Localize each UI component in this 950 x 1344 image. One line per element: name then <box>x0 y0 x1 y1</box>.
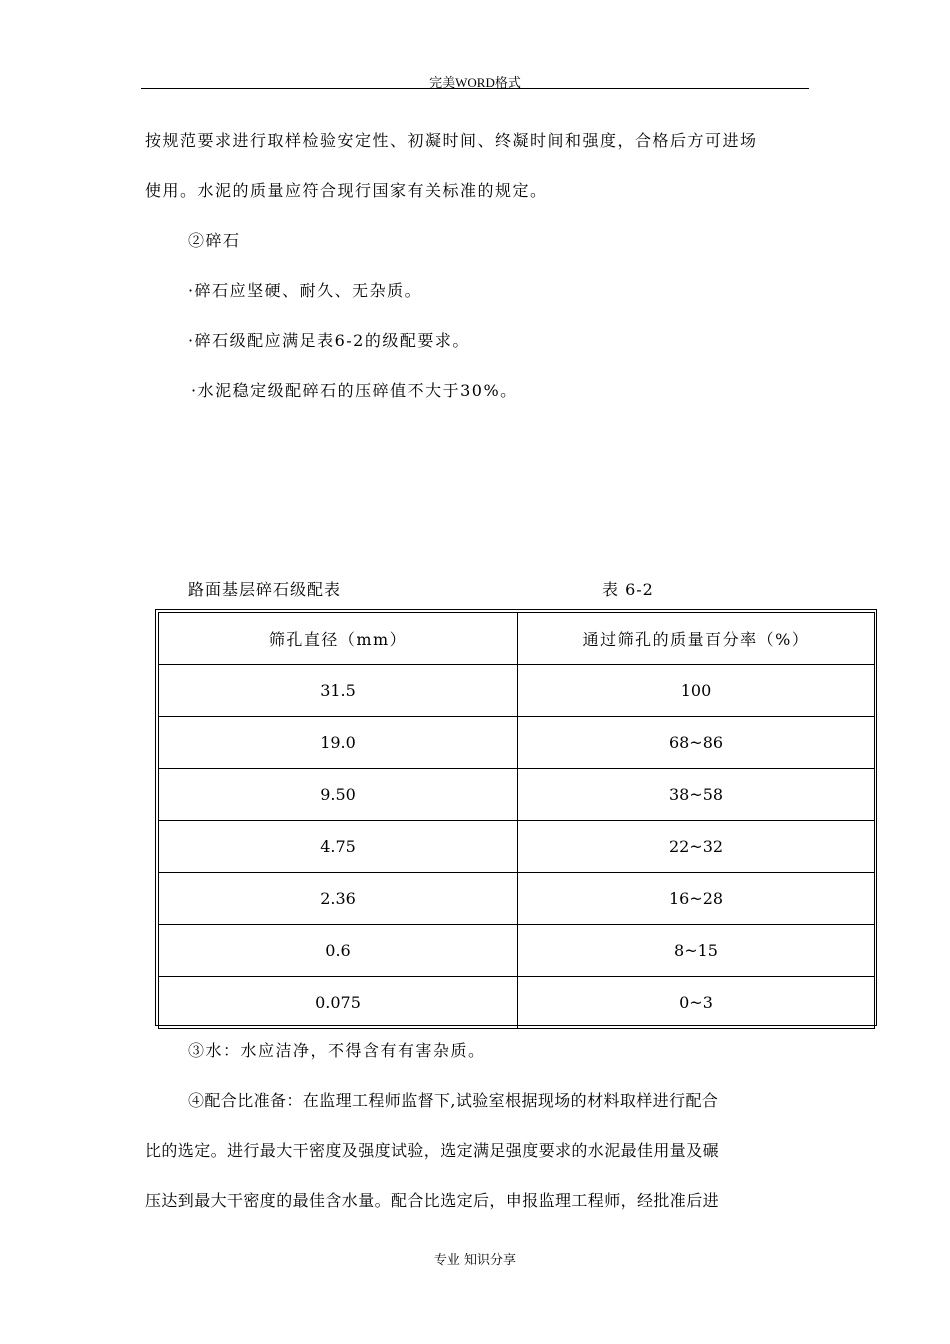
sieve-size-cell: 0.075 <box>159 977 518 1029</box>
table-row <box>159 977 875 1029</box>
table-caption: 路面基层碎石级配表 <box>188 580 342 599</box>
page-header: 完美WORD格式 <box>429 75 521 90</box>
paragraph-line: 按规范要求进行取样检验安定性、初凝时间、终凝时间和强度，合格后方可进场 <box>145 131 758 150</box>
page-footer: 专业 知识分享 <box>433 1253 517 1268</box>
passing-percent-cell: 8~15 <box>518 925 875 977</box>
paragraph-line: 比的选定。进行最大干密度及强度试验，选定满足强度要求的水泥最佳用量及碾 <box>145 1141 720 1160</box>
sieve-size-cell: 19.0 <box>159 717 518 769</box>
table-header-row <box>159 613 875 665</box>
passing-percent-cell: 16~28 <box>518 873 875 925</box>
section-heading-gravel: ②碎石 <box>188 231 241 250</box>
table-row <box>159 925 875 977</box>
table-row <box>159 821 875 873</box>
passing-percent-cell: 38~58 <box>518 769 875 821</box>
sieve-size-cell: 9.50 <box>159 769 518 821</box>
passing-percent-cell: 0~3 <box>518 977 875 1029</box>
passing-percent-cell: 100 <box>518 665 875 717</box>
table-row <box>159 873 875 925</box>
table-row <box>159 717 875 769</box>
table-row <box>159 665 875 717</box>
passing-percent-cell: 68~86 <box>518 717 875 769</box>
bullet-item: ·水泥稳定级配碎石的压碎值不大于30%。 <box>191 381 518 400</box>
paragraph-line: 压达到最大干密度的最佳含水量。配合比选定后，申报监理工程师，经批准后进 <box>145 1191 720 1210</box>
paragraph-water: ③水：水应洁净，不得含有有害杂质。 <box>188 1041 486 1060</box>
table-number: 表 6-2 <box>602 580 654 599</box>
paragraph-line: 使用。水泥的质量应符合现行国家有关标准的规定。 <box>145 181 548 200</box>
sieve-size-cell: 2.36 <box>159 873 518 925</box>
bullet-item: ·碎石应坚硬、耐久、无杂质。 <box>188 281 423 300</box>
column-header-passing: 通过筛孔的质量百分率（%） <box>518 613 875 665</box>
sieve-size-cell: 4.75 <box>159 821 518 873</box>
paragraph-line: ④配合比准备：在监理工程师监督下,试验室根据现场的材料取样进行配合 <box>188 1091 719 1110</box>
bullet-item: ·碎石级配应满足表6-2的级配要求。 <box>188 331 470 350</box>
sieve-size-cell: 0.6 <box>159 925 518 977</box>
passing-percent-cell: 22~32 <box>518 821 875 873</box>
column-header-sieve: 筛孔直径（mm） <box>159 613 518 665</box>
table-row <box>159 769 875 821</box>
sieve-size-cell: 31.5 <box>159 665 518 717</box>
header-divider <box>141 88 809 89</box>
gradation-table <box>158 612 875 1029</box>
